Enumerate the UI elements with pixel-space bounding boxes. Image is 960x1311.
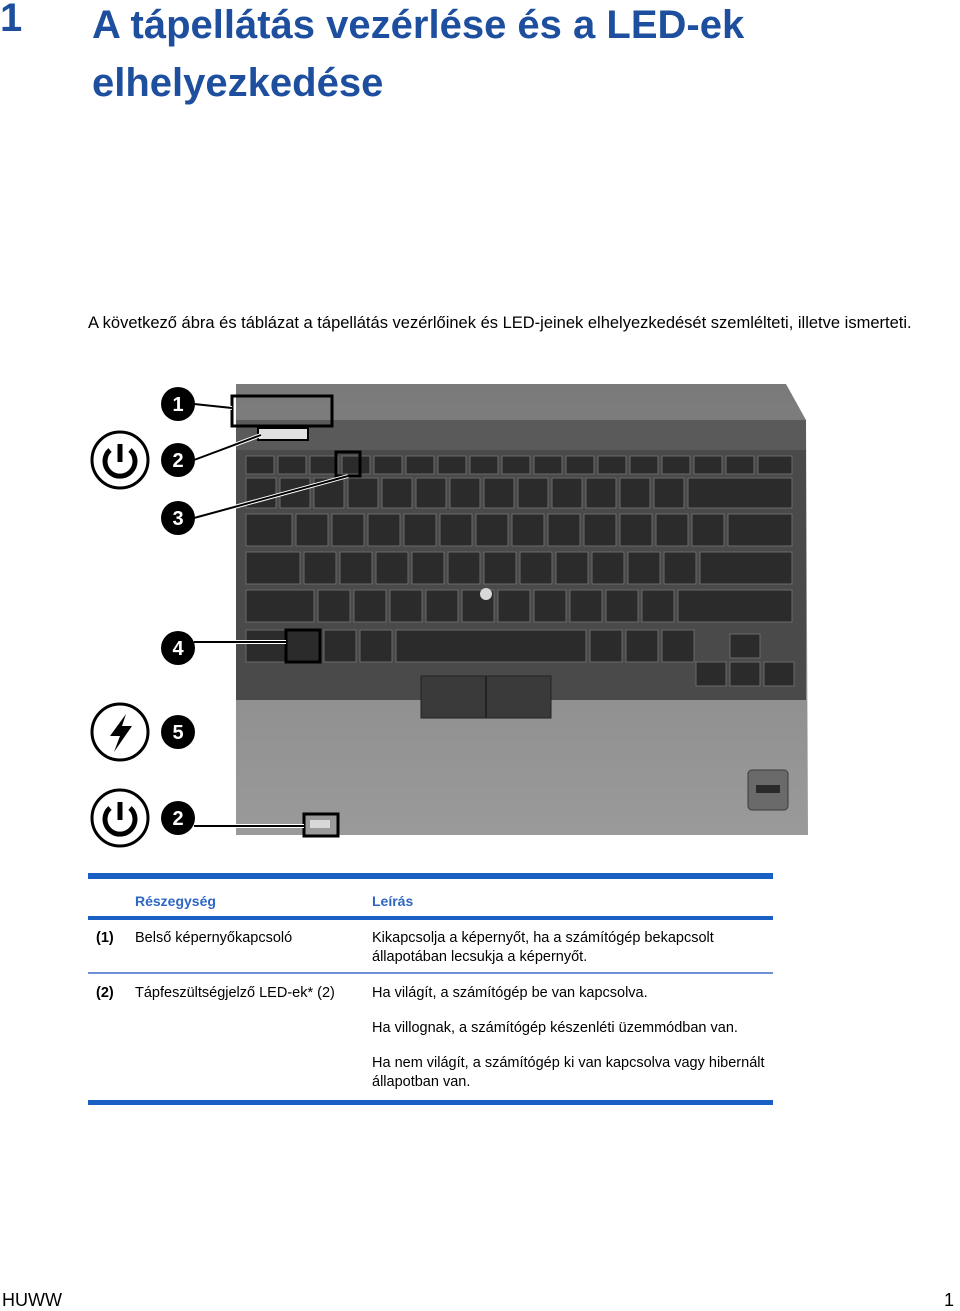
callout-5	[161, 715, 195, 749]
fn-row	[246, 456, 792, 474]
callout-4	[161, 631, 195, 665]
svg-text:5: 5	[172, 722, 184, 744]
table-row	[88, 974, 773, 1100]
callout-2b	[161, 801, 195, 835]
table-header	[88, 879, 773, 916]
keyboard-illustration	[86, 380, 816, 850]
desc-line: Ha világít, a számítógép be van kapcsolva.	[372, 985, 648, 1001]
lightning-icon	[92, 704, 148, 760]
callout-3	[161, 501, 195, 535]
desc-line: Ha nem világít, a számítógép ki van kapcsolva vagy hibernált állapotban van.	[372, 1055, 765, 1090]
qwerty-row	[246, 514, 792, 546]
header-description: Leírás	[372, 893, 414, 909]
desc-line: Ha villognak, a számítógép készenléti üzemmódban van.	[372, 1020, 738, 1036]
page-number: 1	[943, 1290, 954, 1310]
intro-paragraph: A következő ábra és táblázat a tápellátás vezérlőinek és LED-jeinek elhelyezkedését szemlélteti, illetve ismerteti.	[88, 314, 912, 332]
pointing-stick	[480, 588, 492, 600]
row-description	[372, 984, 772, 1108]
row-description: Kikapcsolja a képernyőt, ha a számítógép bekapcsolt állapotában lecsukja a képernyőt.	[372, 930, 714, 965]
row-number: (1)	[96, 930, 114, 946]
table-row	[88, 920, 773, 972]
svg-text:4: 4	[172, 638, 184, 660]
shift-row	[246, 590, 792, 622]
power-icon	[92, 790, 148, 846]
svg-text:2: 2	[172, 808, 184, 830]
header-component: Részegység	[135, 893, 216, 909]
row-number: (2)	[96, 985, 114, 1001]
row-component: Tápfeszültségjelző LED-ek* (2)	[135, 985, 335, 1001]
callout-2	[161, 443, 195, 477]
callout-1	[161, 387, 195, 421]
footer-doc-code: HUWW	[2, 1290, 62, 1310]
laptop-keyboard-figure	[86, 380, 816, 850]
power-icon	[92, 432, 148, 488]
power-led-highlight	[258, 428, 308, 440]
component-table	[88, 873, 773, 1105]
svg-text:1: 1	[172, 394, 184, 416]
chapter-number: 1	[0, 0, 23, 40]
svg-text:2: 2	[172, 450, 184, 472]
svg-text:3: 3	[172, 508, 184, 530]
row-component: Belső képernyőkapcsoló	[135, 930, 293, 946]
chapter-title: A tápellátás vezérlése és a LED-ek elhelyezkedése	[92, 3, 745, 105]
